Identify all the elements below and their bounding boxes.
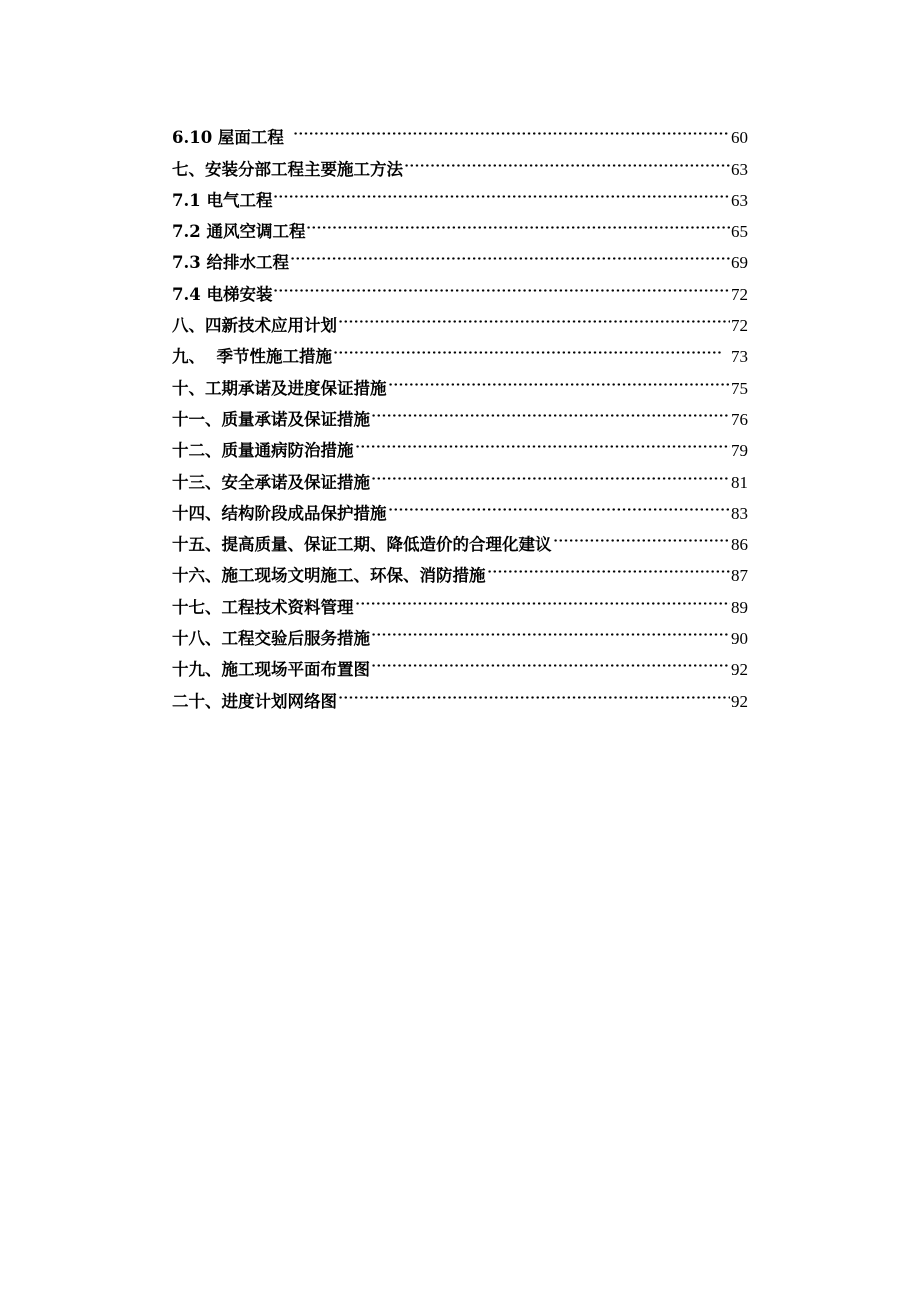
dot-leader — [338, 300, 730, 331]
toc-entry-page: 63 — [731, 159, 748, 179]
toc-entry-title: 十三、安全承诺及保证措施 — [172, 472, 370, 492]
toc-entry-title: 7.3 给排水工程 — [172, 253, 289, 273]
toc-entry-title: 十六、施工现场文明施工、环保、消防措施 — [172, 566, 486, 586]
dot-leader — [388, 488, 731, 519]
toc-entry-page: 86 — [731, 535, 748, 555]
toc-entry-page: 92 — [731, 691, 748, 711]
toc-entry-title: 十四、结构阶段成品保护措施 — [172, 503, 387, 523]
toc-entry-title: 十九、施工现场平面布置图 — [172, 660, 370, 680]
toc-entry[interactable] — [172, 112, 748, 148]
dot-leader — [371, 613, 730, 644]
dot-leader — [290, 237, 730, 268]
dot-leader — [338, 675, 730, 706]
toc-entry-title: 十八、工程交验后服务措施 — [172, 629, 370, 649]
dot-leader — [371, 394, 730, 425]
toc-entry-page: 72 — [731, 316, 748, 336]
toc-entry-page: 83 — [731, 503, 748, 523]
toc-entry-page: 90 — [731, 629, 748, 649]
toc-entry-page: 72 — [731, 284, 748, 304]
toc-entry-title: 十、工期承诺及进度保证措施 — [172, 378, 387, 398]
dot-leader — [371, 456, 730, 487]
toc-entry-page: 89 — [731, 597, 748, 617]
toc-entry-page: 81 — [731, 472, 748, 492]
toc-entry-page: 92 — [731, 660, 748, 680]
toc-entry-title: 7.4 电梯安装 — [172, 284, 273, 304]
table-of-contents — [172, 112, 748, 711]
toc-entry-title: 十七、工程技术资料管理 — [172, 597, 354, 617]
dot-leader — [371, 644, 730, 675]
toc-entry-title: 7.1 电气工程 — [172, 190, 273, 210]
toc-entry-title: 6.10 屋面工程 — [172, 128, 284, 148]
toc-entry-page: 63 — [731, 190, 748, 210]
toc-entry-title: 七、安装分部工程主要施工方法 — [172, 159, 403, 179]
toc-entry-title: 十二、质量通病防治措施 — [172, 441, 354, 461]
dot-leader — [388, 362, 731, 393]
toc-entry-page: 69 — [731, 253, 748, 273]
dot-leader — [487, 550, 731, 581]
toc-entry-page: 73 — [731, 347, 748, 367]
toc-entry-title: 十一、质量承诺及保证措施 — [172, 409, 370, 429]
dot-leader — [273, 175, 730, 206]
dot-leader — [355, 425, 731, 456]
toc-entry-page: 79 — [731, 441, 748, 461]
toc-entry-page: 60 — [731, 128, 748, 148]
dot-leader — [306, 206, 730, 237]
dot-leader — [553, 519, 731, 550]
dot-leader — [273, 268, 730, 299]
toc-entry-title: 十五、提高质量、保证工期、降低造价的合理化建议 — [172, 535, 552, 555]
toc-entry-page: 76 — [731, 409, 748, 429]
dot-leader — [404, 143, 730, 174]
toc-entry-page: 87 — [731, 566, 748, 586]
dot-leader — [293, 112, 730, 143]
toc-entry-title: 二十、进度计划网络图 — [172, 691, 337, 711]
toc-entry-page: 65 — [731, 222, 748, 242]
toc-entry-title: 7.2 通风空调工程 — [172, 222, 306, 242]
dot-leader — [355, 581, 731, 612]
dot-leader — [333, 331, 721, 362]
toc-entry-title: 八、四新技术应用计划 — [172, 316, 337, 336]
toc-entry-title: 九、 季节性施工措施 — [172, 347, 332, 367]
toc-entry-page: 75 — [731, 378, 748, 398]
